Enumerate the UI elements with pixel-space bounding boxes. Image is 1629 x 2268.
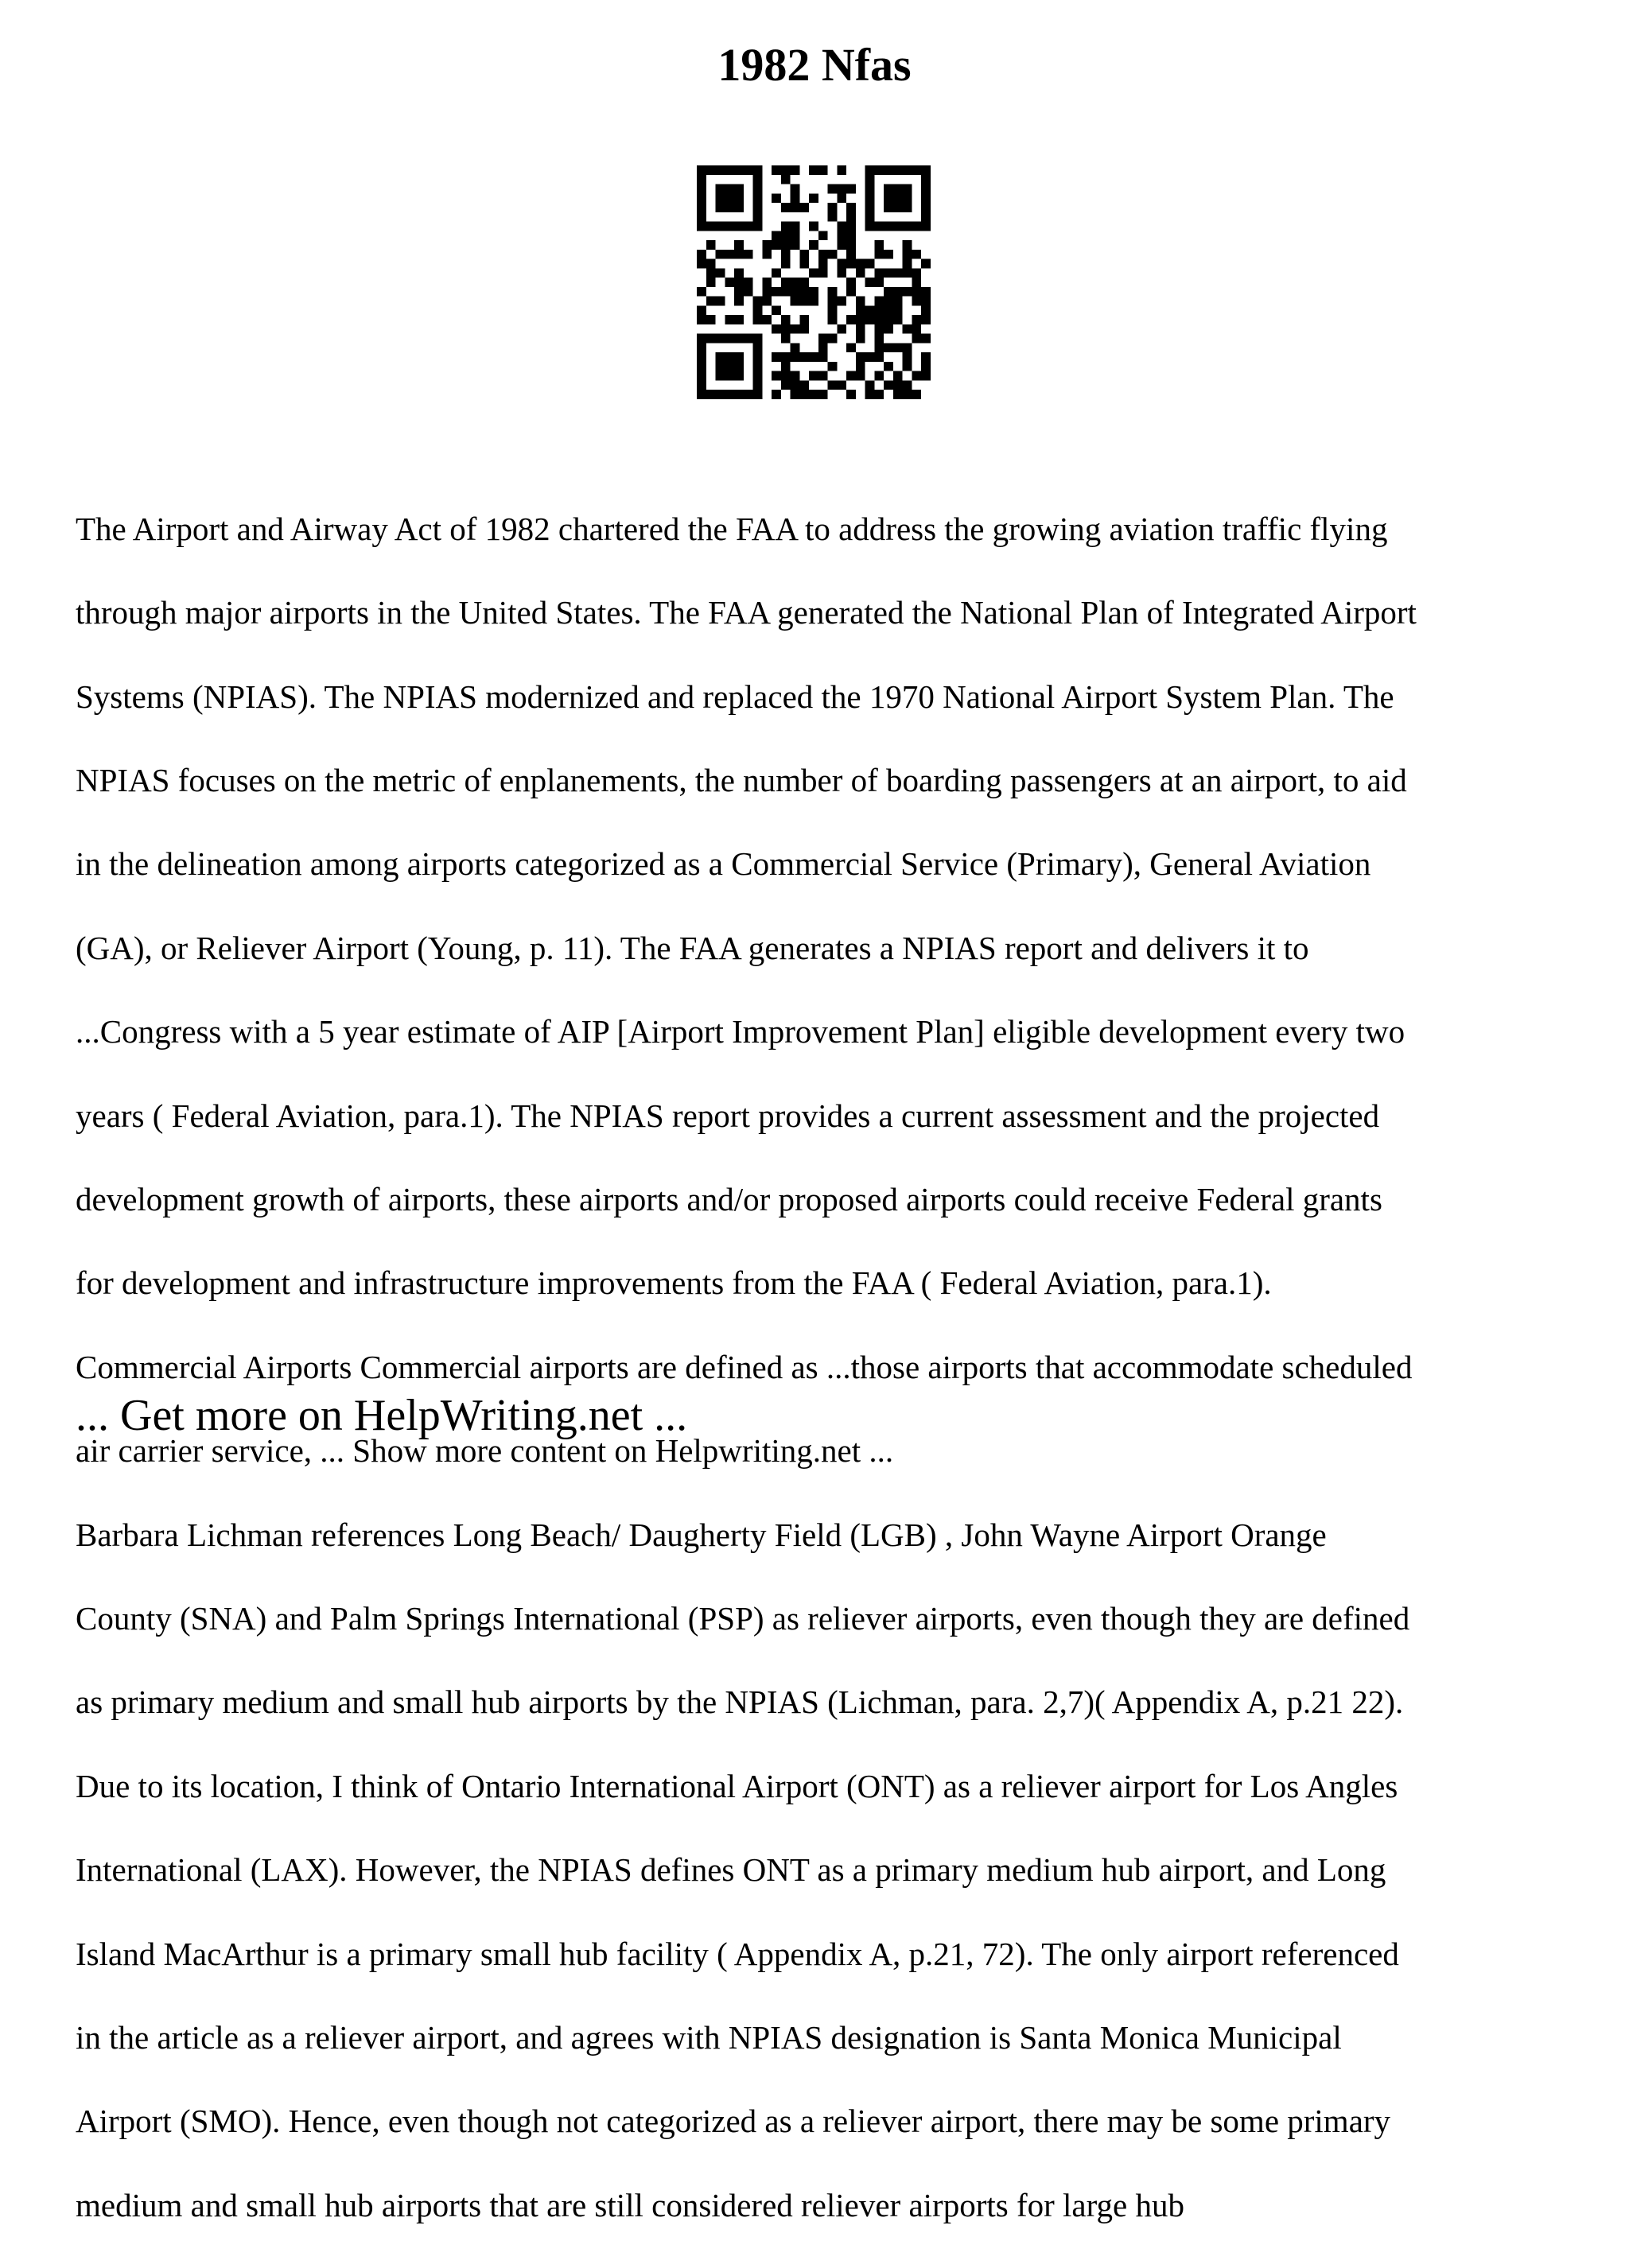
page-title: 1982 Nfas bbox=[717, 39, 912, 91]
body-line: ...Congress with a 5 year estimate of AIP [Airport Improvement Plan] eligible development every two bbox=[76, 1013, 1405, 1051]
body-line: NPIAS focuses on the metric of enplanements, the number of boarding passengers at an airport, to aid bbox=[76, 761, 1407, 798]
body-line: County (SNA) and Palm Springs International (PSP) as reliever airports, even though they are defined bbox=[76, 1599, 1410, 1637]
body-line: The Airport and Airway Act of 1982 chartered the FAA to address the growing aviation traffic flying bbox=[76, 510, 1388, 547]
body-line: air carrier service, ... Show more content on Helpwriting.net ... bbox=[76, 1432, 894, 1470]
body-line: medium and small hub airports that are still considered reliever airports for large hub bbox=[76, 2186, 1184, 2223]
body-line: for development and infrastructure improvements from the FAA ( Federal Aviation, para.1). bbox=[76, 1264, 1272, 1302]
body-line: (GA), or Reliever Airport (Young, p. 11). The FAA generates a NPIAS report and delivers it to bbox=[76, 929, 1309, 966]
body-line: in the delineation among airports categorized as a Commercial Service (Primary), General Aviation bbox=[76, 845, 1371, 883]
body-line: Systems (NPIAS). The NPIAS modernized and replaced the 1970 National Airport System Plan. The bbox=[76, 678, 1394, 715]
body-line: development growth of airports, these airports and/or proposed airports could receive Federal grants bbox=[76, 1180, 1382, 1217]
body-line: Airport (SMO). Hence, even though not categorized as a reliever airport, there may be some primary bbox=[76, 2103, 1391, 2140]
body-line: International (LAX). However, the NPIAS defines ONT as a primary medium hub airport, and Long bbox=[76, 1851, 1386, 1889]
body-line: Barbara Lichman references Long Beach/ Daugherty Field (LGB) , John Wayne Airport Orange bbox=[76, 1516, 1327, 1553]
qr-code-icon bbox=[697, 165, 931, 399]
get-more-link[interactable]: ... Get more on HelpWriting.net ... bbox=[76, 1391, 688, 1440]
body-line: as primary medium and small hub airports by the NPIAS (Lichman, para. 2,7)( Appendix A, p.21 22). bbox=[76, 1684, 1404, 1721]
article-body bbox=[76, 466, 1563, 2268]
body-line: Commercial Airports Commercial airports are defined as ...those airports that accommodate scheduled bbox=[76, 1348, 1413, 1385]
body-line: Due to its location, I think of Ontario International Airport (ONT) as a reliever airport for Los Angles bbox=[76, 1767, 1398, 1804]
body-line: years ( Federal Aviation, para.1). The NPIAS report provides a current assessment and the projected bbox=[76, 1097, 1380, 1134]
body-line: in the article as a reliever airport, and agrees with NPIAS designation is Santa Monica Municipal bbox=[76, 2019, 1342, 2056]
body-line: Island MacArthur is a primary small hub facility ( Appendix A, p.21, 72). The only airport referenced bbox=[76, 1935, 1399, 1972]
body-line: through major airports in the United States. The FAA generated the National Plan of Integrated Airport bbox=[76, 594, 1417, 631]
